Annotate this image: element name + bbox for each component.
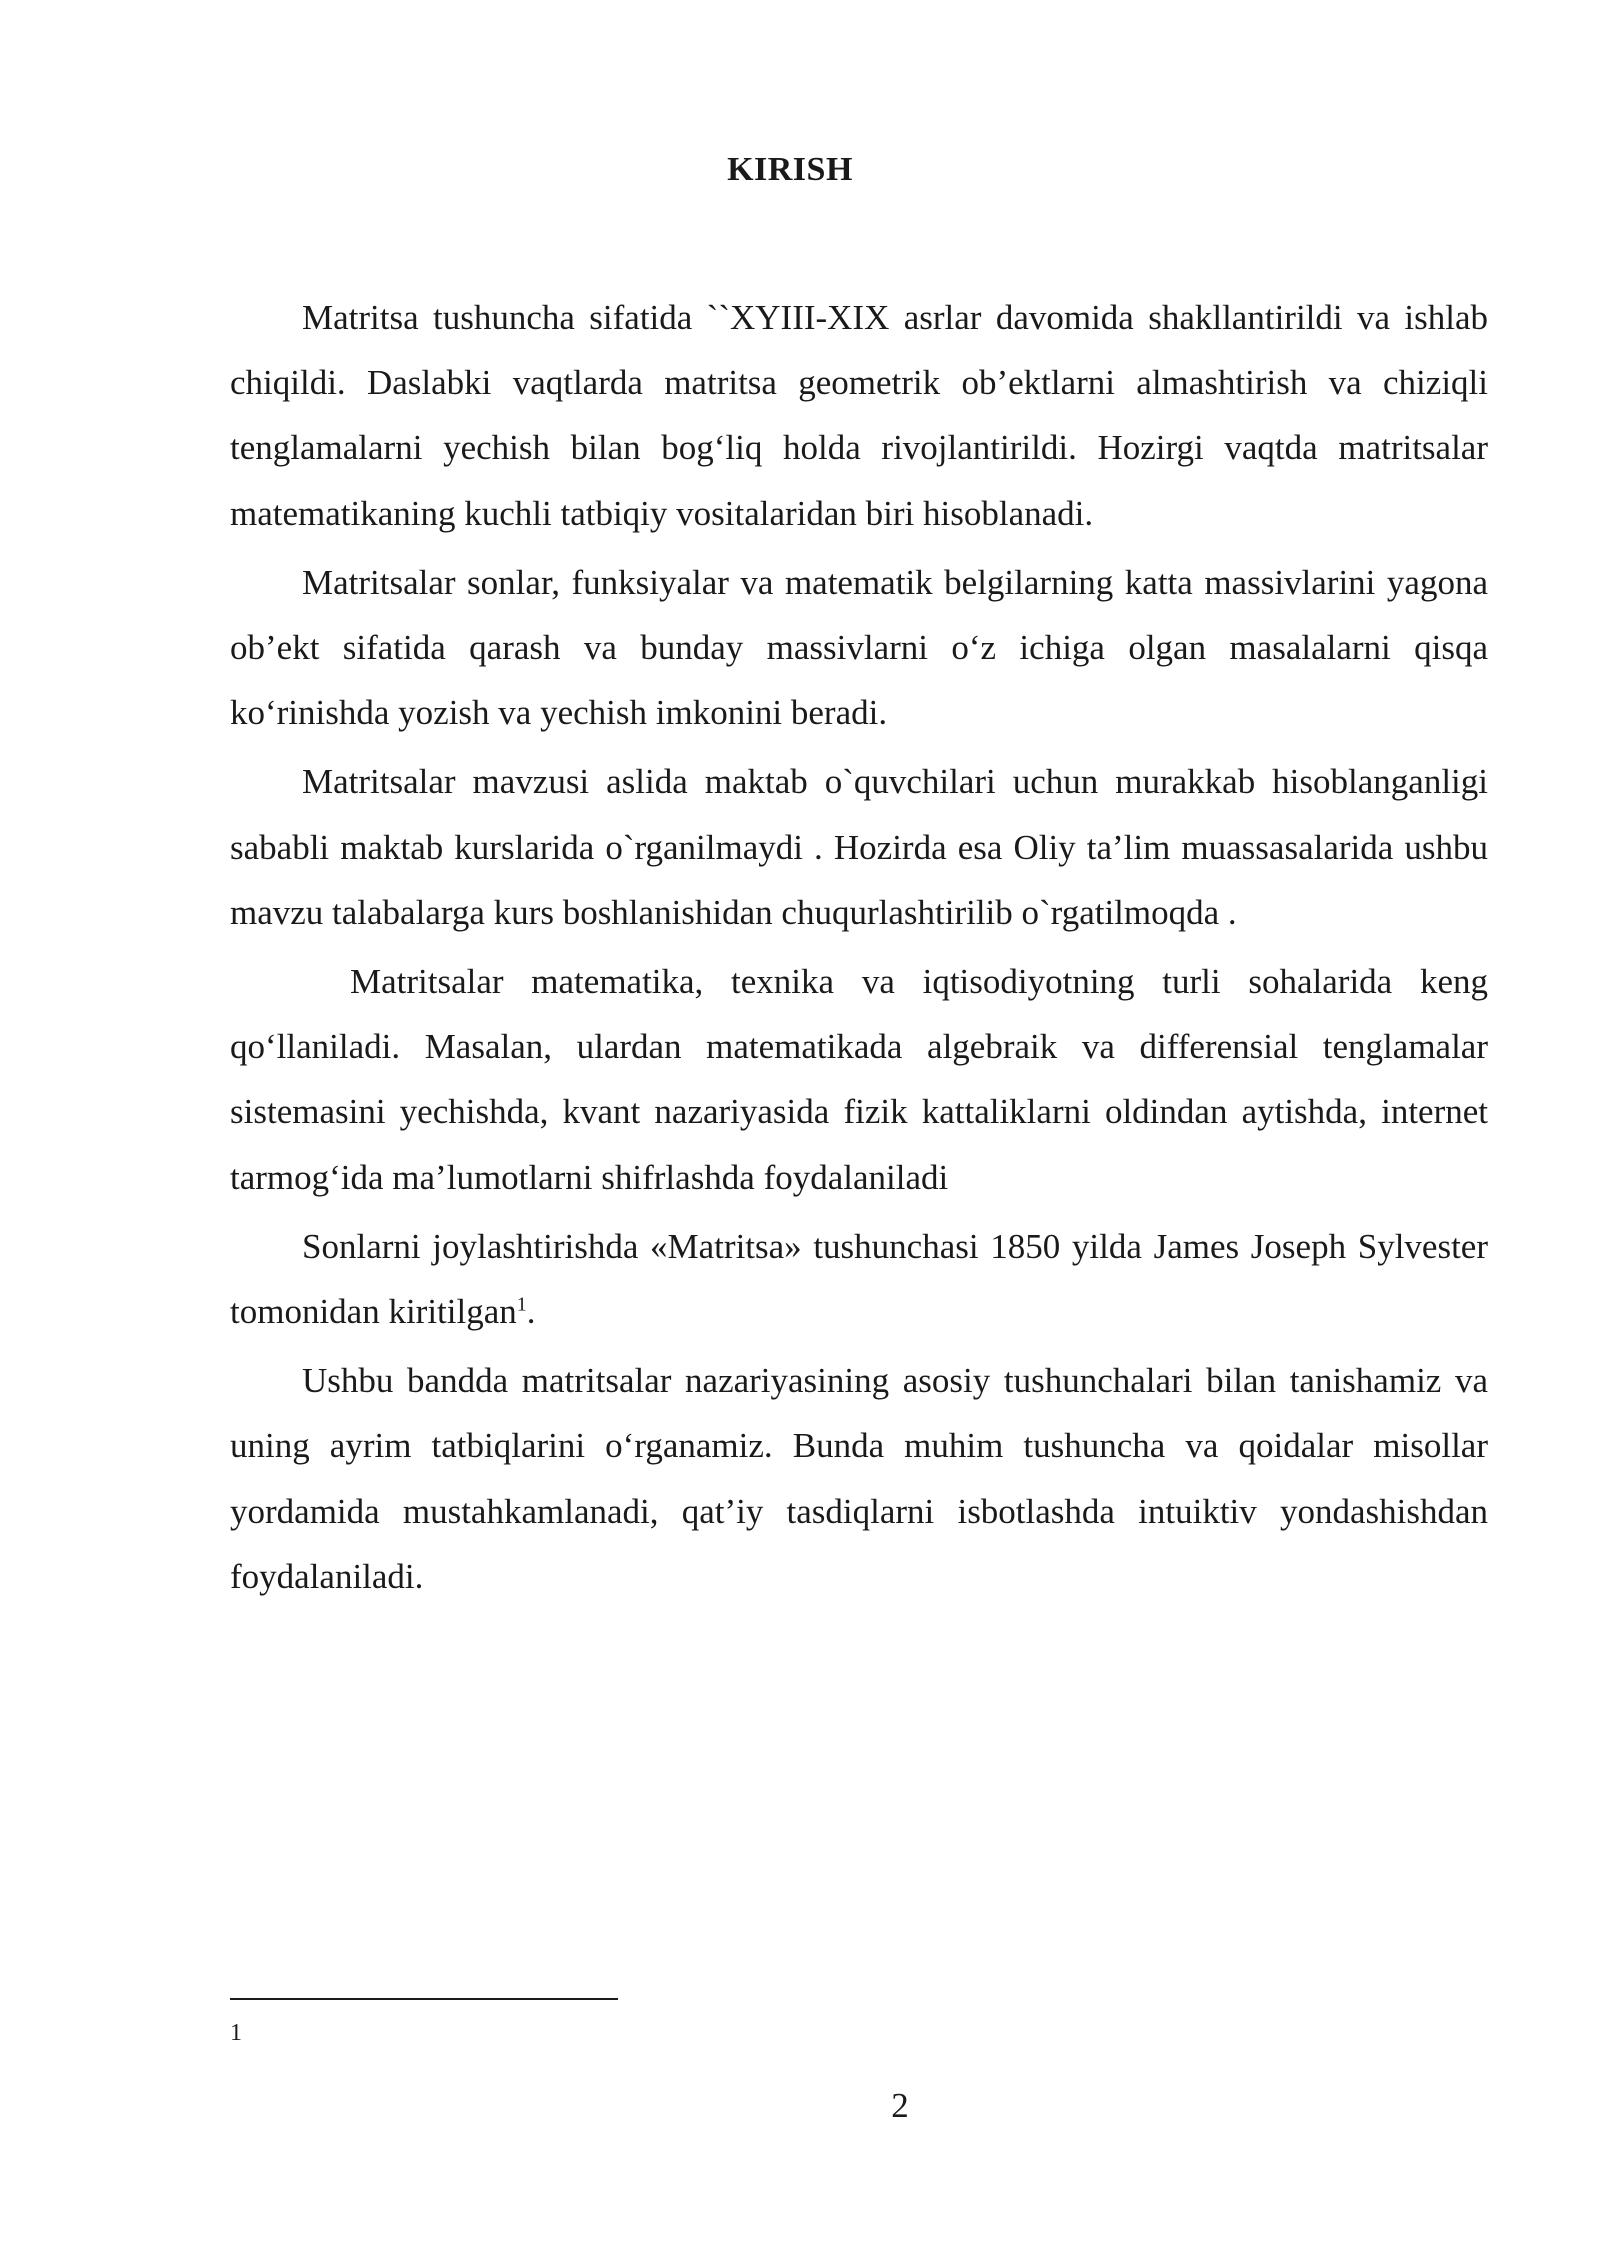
paragraph-6: Ushbu bandda matritsalar nazariyasining asosiy tushunchalari bilan tanishamiz va uning ayrim tatbiqlarini o‘rganamiz. Bunda muhim tushuncha va qoidalar misollar yordamida mustahkamlanadi, qat’iy tasdiqlarni isbotlashda intuiktiv yondashishdan foydalaniladi. <box>230 1361 1488 1596</box>
paragraph-5-text: Sonlarni joylashtirishda «Matritsa» tushunchasi 1850 yilda James Joseph Sylvester tomonidan kiritilgan <box>230 1226 1488 1332</box>
paragraph-1: Matritsa tushuncha sifatida ``XYIII-XIX asrlar davomida shakllantirildi va ishlab chiqildi. Daslabki vaqtlarda matritsa geometrik ob’ektlarni almashtirish va chiziqli tenglamalarni yechish bilan bog‘liq holda rivojlantirildi. Hozirgi vaqtda matritsalar matematikaning kuchli tatbiqiy vositalaridan biri hisoblanadi. <box>230 298 1488 533</box>
page-number: 2 <box>891 2086 909 2125</box>
paragraph-5-period: . <box>526 1292 536 1332</box>
paragraph-4: Matritsalar matematika, texnika va iqtisodiyotning turli sohalarida keng qo‘llaniladi. Masalan, ulardan matematikada algebraik va differensial tenglamalar sistemasini yechishda, kvant nazariyasida fizik kattaliklarni oldindan aytishda, internet tarmog‘ida ma’lumotlarni shifrlashda foydalaniladi <box>230 962 1488 1197</box>
footnote-number: 1 <box>230 2020 242 2046</box>
page-title: KIRISH <box>727 151 853 188</box>
paragraph-5 <box>230 1214 1488 1344</box>
paragraph-2: Matritsalar sonlar, funksiyalar va matematik belgilarning katta massivlarini yagona ob’ekt sifatida qarash va bunday massivlarni o‘z ichiga olgan masalalarni qisqa ko‘rinishda yozish va yechish imkonini beradi. <box>230 562 1488 733</box>
footnote-reference[interactable]: 1 <box>516 1293 527 1316</box>
body-text <box>230 285 1488 1609</box>
footnote-separator <box>230 1998 618 2000</box>
paragraph-3: Matritsalar mavzusi aslida maktab o`quvchilari uchun murakkab hisoblanganligi sababli maktab kurslarida o`rganilmaydi . Hozirda esa Oliy ta’lim muassasalarida ushbu mavzu talabalarga kurs boshlanishidan chuqurlashtirilib o`rgatilmoqda . <box>230 762 1488 932</box>
